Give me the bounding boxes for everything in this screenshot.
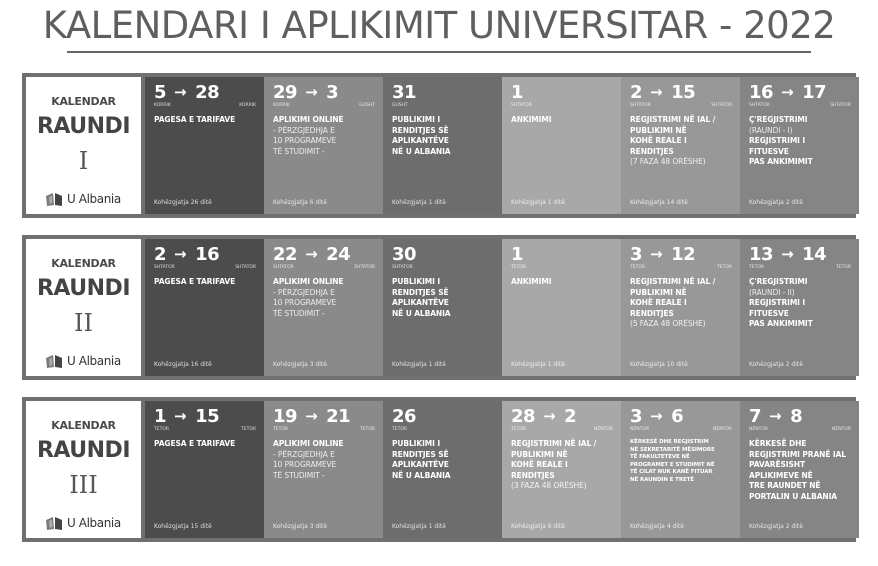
duration-label: Kohëzgjatja 16 ditë xyxy=(154,361,212,368)
end-month: TETOR xyxy=(835,265,851,270)
round-label: RAUNDI xyxy=(36,438,130,463)
arrow-right-icon: → xyxy=(305,407,318,425)
start-month: SHTATOR xyxy=(511,103,532,108)
start-day: 28 xyxy=(511,405,536,427)
end-month: TETOR xyxy=(359,427,375,432)
date-months xyxy=(392,103,494,108)
description-line: APLIKIMI ONLINE xyxy=(273,439,344,448)
start-day: 5 xyxy=(154,81,167,103)
start-month: TETOR xyxy=(511,265,527,270)
date-range xyxy=(511,81,615,103)
round-panel xyxy=(22,235,856,380)
description-line: KËRKESË DHE xyxy=(749,439,807,448)
duration-label: Kohëzgjatja 1 ditë xyxy=(392,199,446,206)
date-range xyxy=(392,243,496,265)
date-months xyxy=(154,427,256,432)
start-day: 26 xyxy=(392,405,417,427)
title-underline xyxy=(67,51,811,53)
description-line: Ç'REGJISTRIMI xyxy=(749,115,808,124)
step-description xyxy=(630,439,736,484)
schedule-step xyxy=(145,239,264,376)
schedule-step xyxy=(740,239,859,376)
arrow-right-icon: → xyxy=(174,245,187,263)
duration-label: Kohëzgjatja 2 ditë xyxy=(749,199,803,206)
step-description xyxy=(511,277,617,288)
description-note: (RAUNDI - I) xyxy=(749,125,793,135)
description-line: ANKIMIMI xyxy=(511,115,552,124)
end-day: 15 xyxy=(671,81,696,103)
step-description xyxy=(392,277,498,319)
date-range xyxy=(154,81,258,103)
description-line: REGJISTRIMI NË IAL / xyxy=(630,277,716,286)
start-day: 19 xyxy=(273,405,298,427)
date-range xyxy=(392,405,496,427)
start-month: NËNTOR xyxy=(749,427,768,432)
start-month: KORRIK xyxy=(273,103,290,108)
description-line: RENDITJES xyxy=(511,470,555,480)
step-description xyxy=(273,115,379,157)
description-line: PUBLIKIMI NË xyxy=(630,287,687,297)
date-range xyxy=(749,81,853,103)
schedule-step xyxy=(383,401,502,538)
description-line: ANKIMIMI xyxy=(511,277,552,286)
start-month: TETOR xyxy=(511,427,527,432)
description-line: REGJISTRIMI PRANË IAL xyxy=(749,449,846,459)
description-line: REGJISTRIMI I xyxy=(749,298,806,307)
description-line: REGJISTRIMI NË IAL / xyxy=(511,439,597,448)
arrow-right-icon: → xyxy=(781,83,794,101)
end-day: 24 xyxy=(326,243,351,265)
description-line: APLIKANTËVE xyxy=(392,136,449,145)
date-months xyxy=(392,265,494,270)
date-range xyxy=(273,405,377,427)
description-note: (5 FAZA 48 ORËSHE) xyxy=(630,319,706,328)
step-description xyxy=(511,439,617,492)
end-month: KORRIK xyxy=(239,103,256,108)
date-months xyxy=(273,265,375,270)
start-month: NËNTOR xyxy=(630,427,649,432)
description-line: PUBLIKIMI I xyxy=(392,277,441,286)
book-icon xyxy=(46,517,63,530)
end-day: 12 xyxy=(671,243,696,265)
duration-label: Kohëzgjatja 6 ditë xyxy=(273,199,327,206)
date-months xyxy=(630,103,732,108)
description-line: PAGESA E TARIFAVE xyxy=(154,439,236,448)
description-line: PAVARËSISHT xyxy=(749,460,805,469)
duration-label: Kohëzgjatja 4 ditë xyxy=(630,523,684,530)
start-day: 3 xyxy=(630,405,643,427)
start-day: 3 xyxy=(630,243,643,265)
step-description xyxy=(630,277,736,330)
calendar-label: KALENDAR xyxy=(51,257,116,270)
end-day: 28 xyxy=(195,81,220,103)
schedule-step xyxy=(740,401,859,538)
description-note: 10 PROGRAMEVE xyxy=(273,298,337,307)
start-month: KORRIK xyxy=(154,103,171,108)
duration-label: Kohëzgjatja 1 ditë xyxy=(511,361,565,368)
step-description xyxy=(154,439,260,450)
description-line: PUBLIKIMI I xyxy=(392,439,441,448)
schedule-step xyxy=(502,401,621,538)
date-range xyxy=(749,243,853,265)
end-day: 21 xyxy=(326,405,351,427)
duration-label: Kohëzgjatja 2 ditë xyxy=(749,523,803,530)
brand-name: U Albania xyxy=(67,192,121,206)
start-month: GUSHT xyxy=(392,103,408,108)
calendar-label: KALENDAR xyxy=(51,419,116,432)
calendar-box xyxy=(26,401,141,538)
calendar-label: KALENDAR xyxy=(51,95,116,108)
start-day: 16 xyxy=(749,81,774,103)
start-day: 1 xyxy=(511,81,524,103)
brand-name: U Albania xyxy=(67,354,121,368)
description-line: Ç'REGJISTRIMI xyxy=(749,277,808,286)
description-line: APLIKANTËVE xyxy=(392,460,449,469)
description-line: PUBLIKIMI NË xyxy=(630,125,687,135)
description-line: RENDITJES SË xyxy=(392,125,449,135)
description-line: RENDITJES SË xyxy=(392,287,449,297)
description-line: TË FAKULTETEVE NË xyxy=(630,454,690,460)
end-day: 8 xyxy=(790,405,803,427)
round-label: RAUNDI xyxy=(36,114,130,139)
date-months xyxy=(511,427,613,432)
start-day: 2 xyxy=(154,243,167,265)
start-day: 1 xyxy=(154,405,167,427)
brand-logo xyxy=(46,515,121,531)
date-range xyxy=(154,405,258,427)
end-day: 14 xyxy=(802,243,827,265)
start-month: TETOR xyxy=(749,265,765,270)
description-line: PORTALIN U ALBANIA xyxy=(749,491,837,501)
description-line: PAGESA E TARIFAVE xyxy=(154,115,236,124)
description-line: APLIKIMEVE NË xyxy=(749,470,813,480)
schedule-step xyxy=(621,77,740,214)
end-month: TETOR xyxy=(240,427,256,432)
arrow-right-icon: → xyxy=(174,407,187,425)
start-month: SHTATOR xyxy=(749,103,770,108)
calendar-box xyxy=(26,77,141,214)
description-note: - PËRZGJEDHJA E xyxy=(273,449,335,459)
start-day: 29 xyxy=(273,81,298,103)
date-months xyxy=(630,427,732,432)
duration-label: Kohëzgjatja 3 ditë xyxy=(273,361,327,368)
arrow-right-icon: → xyxy=(781,245,794,263)
description-line: KOHË REALE I xyxy=(630,298,687,307)
duration-label: Kohëzgjatja 1 ditë xyxy=(392,361,446,368)
start-month: TETOR xyxy=(392,427,408,432)
round-panel xyxy=(22,397,856,542)
schedule-step xyxy=(740,77,859,214)
step-description xyxy=(630,115,736,168)
description-line: TË CILAT NUK KANË FITUAR xyxy=(630,469,713,475)
arrow-right-icon: → xyxy=(543,407,556,425)
start-day: 22 xyxy=(273,243,298,265)
start-day: 1 xyxy=(511,243,524,265)
end-month: SHTATOR xyxy=(830,103,851,108)
duration-label: Kohëzgjatja 1 ditë xyxy=(511,199,565,206)
book-icon xyxy=(46,355,63,368)
step-description xyxy=(273,277,379,319)
schedule-step xyxy=(383,239,502,376)
schedule-step xyxy=(145,77,264,214)
description-line: PAS ANKIMIMIT xyxy=(749,157,813,166)
schedule-step xyxy=(145,401,264,538)
description-note: (7 FAZA 48 ORËSHE) xyxy=(630,157,706,166)
end-month: NËNTOR xyxy=(713,427,732,432)
description-line: NË U ALBANIA xyxy=(392,146,451,156)
schedule-step xyxy=(264,401,383,538)
description-note: - PËRZGJEDHJA E xyxy=(273,125,335,135)
brand-logo xyxy=(46,191,121,207)
start-month: SHTATOR xyxy=(154,265,175,270)
date-months xyxy=(630,265,732,270)
description-line: PROGRAMET E STUDIMIT NË xyxy=(630,461,715,468)
date-months xyxy=(273,103,375,108)
description-line: REGJISTRIMI I xyxy=(749,136,806,145)
step-description xyxy=(273,439,379,481)
end-month: NËNTOR xyxy=(832,427,851,432)
end-day: 15 xyxy=(195,405,220,427)
description-note: (RAUNDI - II) xyxy=(749,287,795,297)
arrow-right-icon: → xyxy=(650,407,663,425)
brand-logo xyxy=(46,353,121,369)
arrow-right-icon: → xyxy=(650,83,663,101)
step-description xyxy=(749,115,855,168)
start-month: SHTATOR xyxy=(273,265,294,270)
description-line: APLIKIMI ONLINE xyxy=(273,277,344,286)
description-line: KOHË REALE I xyxy=(511,460,568,469)
date-range xyxy=(273,81,377,103)
date-months xyxy=(749,265,851,270)
description-line: REGJISTRIMI NË IAL / xyxy=(630,115,716,124)
duration-label: Kohëzgjatja 2 ditë xyxy=(749,361,803,368)
date-months xyxy=(392,427,494,432)
end-day: 6 xyxy=(671,405,684,427)
description-line: NË U ALBANIA xyxy=(392,308,451,318)
date-range xyxy=(511,243,615,265)
end-month: SHTATOR xyxy=(235,265,256,270)
calendar-box xyxy=(26,239,141,376)
start-month: TETOR xyxy=(273,427,289,432)
date-range xyxy=(392,81,496,103)
date-range xyxy=(749,405,853,427)
end-day: 2 xyxy=(564,405,577,427)
round-numeral: II xyxy=(74,309,93,337)
date-range xyxy=(273,243,377,265)
start-month: TETOR xyxy=(630,265,646,270)
round-numeral: I xyxy=(78,147,89,175)
date-range xyxy=(630,405,734,427)
step-description xyxy=(749,277,855,330)
book-icon xyxy=(46,193,63,206)
description-line: NË SEKRETARITË MËSIMORE xyxy=(630,446,715,453)
description-note: TË STUDIMIT - xyxy=(273,308,325,318)
round-label: RAUNDI xyxy=(36,276,130,301)
duration-label: Kohëzgjatja 3 ditë xyxy=(273,523,327,530)
description-line: PAGESA E TARIFAVE xyxy=(154,277,236,286)
start-month: SHTATOR xyxy=(392,265,413,270)
description-line: NË RAUNDIN E TRETË xyxy=(630,476,694,483)
brand-name: U Albania xyxy=(67,516,121,530)
date-range xyxy=(630,81,734,103)
description-note: - PËRZGJEDHJA E xyxy=(273,287,335,297)
start-month: SHTATOR xyxy=(630,103,651,108)
arrow-right-icon: → xyxy=(305,83,318,101)
description-line: PUBLIKIMI I xyxy=(392,115,441,124)
schedule-step xyxy=(264,239,383,376)
round-panel xyxy=(22,73,856,218)
description-line: PUBLIKIMI NË xyxy=(511,449,568,459)
step-description xyxy=(511,115,617,126)
date-months xyxy=(749,103,851,108)
date-months xyxy=(273,427,375,432)
description-line: KOHË REALE I xyxy=(630,136,687,145)
end-month: SHTATOR xyxy=(354,265,375,270)
description-note: 10 PROGRAMEVE xyxy=(273,136,337,145)
date-months xyxy=(511,265,613,270)
arrow-right-icon: → xyxy=(769,407,782,425)
end-month: TETOR xyxy=(716,265,732,270)
start-day: 31 xyxy=(392,81,417,103)
end-month: SHTATOR xyxy=(711,103,732,108)
date-range xyxy=(630,243,734,265)
date-months xyxy=(749,427,851,432)
date-months xyxy=(154,103,256,108)
date-range xyxy=(154,243,258,265)
description-note: (3 FAZA 48 ORËSHE) xyxy=(511,481,587,490)
arrow-right-icon: → xyxy=(174,83,187,101)
description-line: FITUESVE xyxy=(749,308,789,318)
end-day: 3 xyxy=(326,81,339,103)
start-day: 30 xyxy=(392,243,417,265)
date-months xyxy=(511,103,613,108)
schedule-step xyxy=(502,77,621,214)
step-description xyxy=(392,439,498,481)
duration-label: Kohëzgjatja 15 ditë xyxy=(154,523,212,530)
step-description xyxy=(392,115,498,157)
description-note: 10 PROGRAMEVE xyxy=(273,460,337,469)
duration-label: Kohëzgjatja 26 ditë xyxy=(154,199,212,206)
date-range xyxy=(511,405,615,427)
schedule-step xyxy=(621,239,740,376)
page-title: KALENDARI I APLIKIMIT UNIVERSITAR - 2022 xyxy=(42,4,836,47)
description-note: TË STUDIMIT - xyxy=(273,146,325,156)
schedule-step xyxy=(264,77,383,214)
start-month: TETOR xyxy=(154,427,170,432)
step-description xyxy=(749,439,855,502)
end-day: 17 xyxy=(802,81,827,103)
step-description xyxy=(154,115,260,126)
description-line: PAS ANKIMIMIT xyxy=(749,319,813,328)
description-line: APLIKIMI ONLINE xyxy=(273,115,344,124)
end-month: NËNTOR xyxy=(594,427,613,432)
duration-label: Kohëzgjatja 6 ditë xyxy=(511,523,565,530)
description-line: RENDITJES xyxy=(630,146,674,156)
start-day: 7 xyxy=(749,405,762,427)
description-line: NË U ALBANIA xyxy=(392,470,451,480)
schedule-step xyxy=(502,239,621,376)
description-note: TË STUDIMIT - xyxy=(273,470,325,480)
description-line: APLIKANTËVE xyxy=(392,298,449,307)
description-line: TRE RAUNDET NË xyxy=(749,481,821,490)
description-line: RENDITJES xyxy=(630,308,674,318)
round-numeral: III xyxy=(69,471,98,499)
start-day: 13 xyxy=(749,243,774,265)
start-day: 2 xyxy=(630,81,643,103)
date-months xyxy=(154,265,256,270)
end-month: GUSHT xyxy=(359,103,375,108)
schedule-step xyxy=(621,401,740,538)
arrow-right-icon: → xyxy=(650,245,663,263)
duration-label: Kohëzgjatja 14 ditë xyxy=(630,199,688,206)
duration-label: Kohëzgjatja 1 ditë xyxy=(392,523,446,530)
step-description xyxy=(154,277,260,288)
description-line: RENDITJES SË xyxy=(392,449,449,459)
duration-label: Kohëzgjatja 10 ditë xyxy=(630,361,688,368)
schedule-step xyxy=(383,77,502,214)
arrow-right-icon: → xyxy=(305,245,318,263)
description-line: KËRKESË DHE REGJISTRIM xyxy=(630,439,709,445)
end-day: 16 xyxy=(195,243,220,265)
description-line: FITUESVE xyxy=(749,146,789,156)
